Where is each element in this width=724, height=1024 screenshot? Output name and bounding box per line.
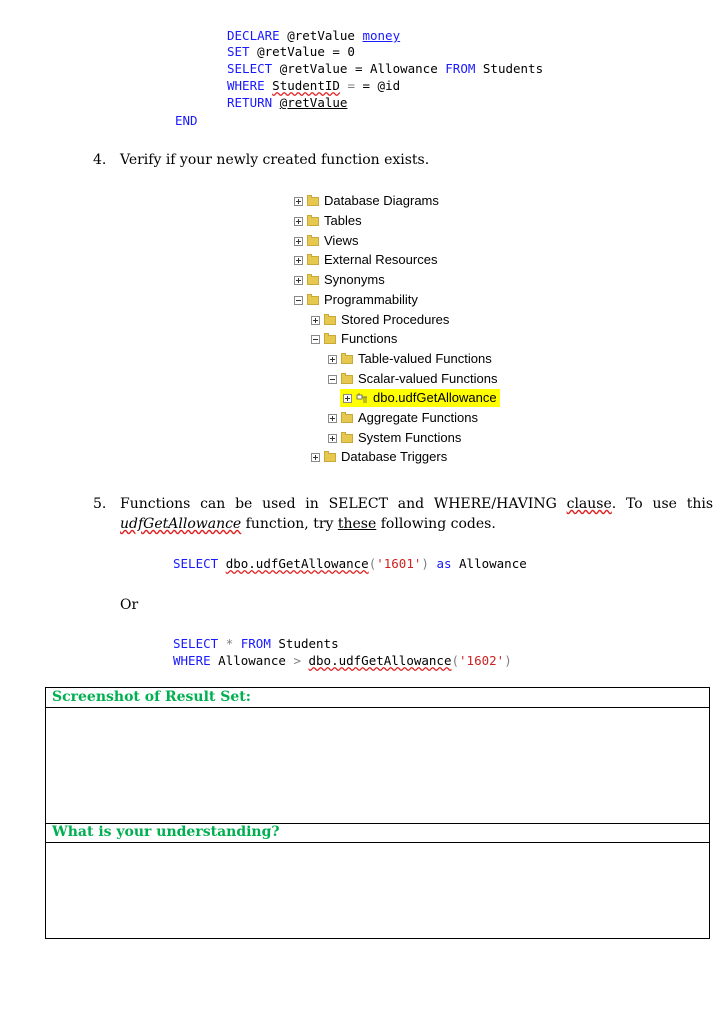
expand-icon[interactable] — [294, 256, 303, 265]
expand-icon[interactable] — [294, 197, 303, 206]
step-4-number: 4. — [93, 152, 107, 168]
folder-icon — [324, 453, 336, 462]
code-line-return: RETURN @retValue — [227, 95, 348, 110]
tree-node-udfgetallowance[interactable]: dbo.udfGetAllowance — [340, 389, 500, 407]
folder-icon — [307, 237, 319, 246]
folder-icon — [307, 276, 319, 285]
tree-node-aggregate-functions[interactable]: Aggregate Functions — [328, 409, 478, 427]
tree-node-scalar-valued-functions[interactable]: Scalar-valued Functions — [328, 370, 497, 388]
expand-icon[interactable] — [294, 237, 303, 246]
code-line-select: SELECT @retValue = Allowance FROM Students — [227, 61, 544, 76]
expand-icon[interactable] — [311, 316, 320, 325]
code-line-declare: DECLARE @retValue money — [227, 28, 401, 43]
collapse-icon[interactable] — [294, 296, 303, 305]
folder-icon — [324, 316, 336, 325]
tree-node-stored-procedures[interactable]: Stored Procedures — [311, 311, 449, 329]
collapse-icon[interactable] — [311, 335, 320, 344]
folder-icon — [307, 296, 319, 305]
result-set-table — [45, 687, 710, 824]
result-set-header: Screenshot of Result Set: — [46, 688, 709, 708]
tree-node-database-triggers[interactable]: Database Triggers — [311, 448, 447, 466]
folder-icon — [307, 197, 319, 206]
understanding-header: What is your understanding? — [46, 823, 709, 843]
scalar-function-icon — [356, 392, 368, 404]
expand-icon[interactable] — [328, 434, 337, 443]
tree-node-views[interactable]: Views — [294, 232, 358, 250]
tree-node-table-valued-functions[interactable]: Table-valued Functions — [328, 350, 492, 368]
code-line-end: END — [175, 113, 198, 128]
tree-node-system-functions[interactable]: System Functions — [328, 429, 461, 447]
expand-icon[interactable] — [328, 414, 337, 423]
folder-icon — [341, 375, 353, 384]
tree-node-programmability[interactable]: Programmability — [294, 291, 418, 309]
expand-icon[interactable] — [294, 276, 303, 285]
expand-icon[interactable] — [311, 453, 320, 462]
tree-node-functions[interactable]: Functions — [311, 330, 397, 348]
folder-icon — [341, 414, 353, 423]
collapse-icon[interactable] — [328, 375, 337, 384]
folder-icon — [307, 256, 319, 265]
tree-node-external-resources[interactable]: External Resources — [294, 251, 437, 269]
folder-icon — [307, 217, 319, 226]
step-5-line-2: udfGetAllowance function, try these following codes. — [120, 516, 496, 532]
expand-icon[interactable] — [328, 355, 337, 364]
code-block-select-function: SELECT dbo.udfGetAllowance('1601') as Allowance — [173, 556, 527, 571]
code-line-where: WHERE StudentID = = @id — [227, 78, 401, 93]
code-line-where-filter: WHERE Allowance > dbo.udfGetAllowance('1602') — [173, 653, 512, 668]
understanding-answer-area[interactable] — [46, 843, 709, 938]
step-4-text: Verify if your newly created function exists. — [120, 152, 430, 168]
folder-icon — [341, 434, 353, 443]
understanding-table — [45, 823, 710, 939]
folder-icon — [341, 355, 353, 364]
result-set-answer-area[interactable] — [46, 708, 709, 823]
tree-node-tables[interactable]: Tables — [294, 212, 362, 230]
expand-icon[interactable] — [294, 217, 303, 226]
step-5-number: 5. — [93, 496, 107, 512]
or-text: Or — [120, 597, 139, 613]
step-5-line-1: Functions can be used in SELECT and WHERE/HAVING clause. To use this — [120, 496, 714, 512]
code-line-set: SET @retValue = 0 — [227, 44, 355, 59]
expand-icon[interactable] — [343, 394, 352, 403]
code-line-select-from: SELECT * FROM Students — [173, 636, 339, 651]
tree-node-synonyms[interactable]: Synonyms — [294, 271, 385, 289]
tree-node-database-diagrams[interactable]: Database Diagrams — [294, 192, 439, 210]
folder-icon — [324, 335, 336, 344]
